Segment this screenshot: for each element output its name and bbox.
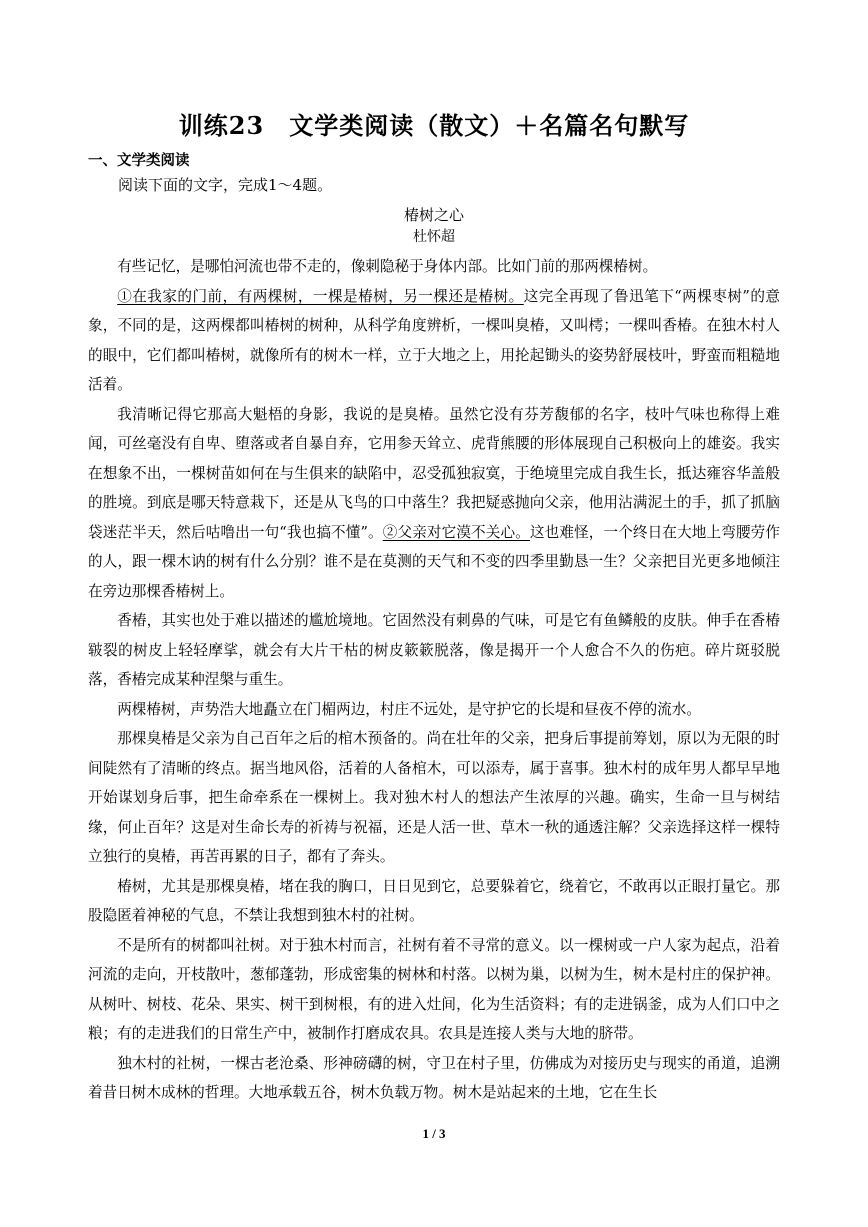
paragraph-9: 独木村的社树，一棵古老沧桑、形神磅礴的树，守卫在村子里，仿佛成为对接历史与现实的甬道，追溯着昔日树木成林的哲理。大地承载五谷，树木负载万物。树木是站起来的土地，它在生长 (88, 1054, 780, 1101)
paragraph-3 (88, 400, 780, 607)
page-number: 1 / 3 (422, 1126, 446, 1141)
section-heading: 一、文学类阅读 (88, 153, 190, 169)
page-title: 训练23 文学类阅读（散文）＋名篇名句默写 (178, 111, 690, 140)
paragraph-3-text-a: 我清晰记得它那高大魁梧的身影，我说的是臭椿。虽然它没有芬芳馥郁的名字，枝叶气味也称得上难闻，可丝毫没有自卑、堕落或者自暴自弃，它用参天耸立、虎背熊腰的形体展现自己积极向上的雄姿。我实在想象不出，一棵树苗如何在与生俱来的缺陷中，忍受孤独寂寞，于绝境里完成自我生长，抵达雍容华盖般的胜境。到底是哪天特意栽下，还是从飞鸟的口中落生？我把疑惑抛向父亲，他用沾满泥土的手，抓了抓脑袋迷茫半天，然后咕噜出一句“我也搞不懂”。 (88, 405, 780, 541)
article-author: 杜怀超 (413, 229, 455, 245)
underlined-sentence-2: ②父亲对它漠不关心。 (382, 523, 530, 541)
paragraph-3-text-b: 这也难怪，一个终日在大地上弯腰劳作的人，跟一棵木讷的树有什么分别？谁不是在莫测的天气和不变的四季里勤恳一生？父亲把目光更多地倾注在旁边那棵香椿树上。 (88, 523, 780, 600)
paragraph-8: 不是所有的树都叫社树。对于独木村而言，社树有着不寻常的意义。以一棵树或一户人家为起点，沿着河流的走向，开枝散叶，葱郁蓬勃，形成密集的树林和村落。以树为巢，以树为生，树木是村庄的保护神。从树叶、树枝、花朵、果实、树干到树根，有的进入灶间，化为生活资料；有的走进锅釜，成为人们口中之粮；有的走进我们的日常生产中，被制作打磨成农具。农具是连接人类与大地的脐带。 (88, 936, 780, 1042)
paragraph-4: 香椿，其实也处于难以描述的尴尬境地。它固然没有刺鼻的气味，可是它有鱼鳞般的皮肤。伸手在香椿皲裂的树皮上轻轻摩挲，就会有大片干枯的树皮簌簌脱落，像是揭开一个人愈合不久的伤疤。碎片斑驳脱落，香椿完成某种涅槃与重生。 (88, 612, 780, 688)
document-page (88, 96, 780, 1108)
article-title: 椿树之心 (403, 206, 464, 224)
paragraph-6: 那棵臭椿是父亲为自己百年之后的棺木预备的。尚在壮年的父亲，把身后事提前筹划，原以为无限的时间陡然有了清晰的终点。据当地风俗，活着的人备棺木，可以添寿，属于喜事。独木村的成年男人都早早地开始谋划身后事，把生命牵系在一棵树上。我对独木村人的想法产生浓厚的兴趣。确实，生命一旦与树结缘，何止百年？这是对生命长寿的祈祷与祝福，还是人活一世、草木一秋的通透注解？父亲选择这样一棵特立独行的臭椿，再苦再累的日子，都有了奔头。 (88, 730, 780, 865)
paragraph-2-text: 这完全再现了鲁迅笔下“两棵枣树”的意象，不同的是，这两棵都叫椿树的树种，从科学角度辨析，一棵叫臭椿，又叫樗；一棵叫香椿。在独木村人的眼中，它们都叫椿树，就像所有的树木一样，立于大地之上，用抡起锄头的姿势舒展枝叶，野蛮而粗糙地活着。 (88, 287, 780, 393)
instruction-text: 阅读下面的文字，完成1～4题。 (118, 176, 333, 194)
underlined-sentence-1: ①在我家的门前，有两棵树，一棵是椿树，另一棵还是椿树。 (117, 287, 524, 305)
paragraph-7: 椿树，尤其是那棵臭椿，堵在我的胸口，日日见到它，总要躲着它，绕着它，不敢再以正眼打量它。那股隐匿着神秘的气息，不禁让我想到独木村的社树。 (88, 877, 780, 924)
paragraph-5: 两棵椿树，声势浩大地矗立在门楣两边，村庄不远处，是守护它的长堤和昼夜不停的流水。 (117, 700, 701, 718)
paragraph-1: 有些记忆，是哪怕河流也带不走的，像刺隐秘于身体内部。比如门前的那两棵椿树。 (117, 258, 658, 275)
paragraph-2 (88, 282, 780, 400)
